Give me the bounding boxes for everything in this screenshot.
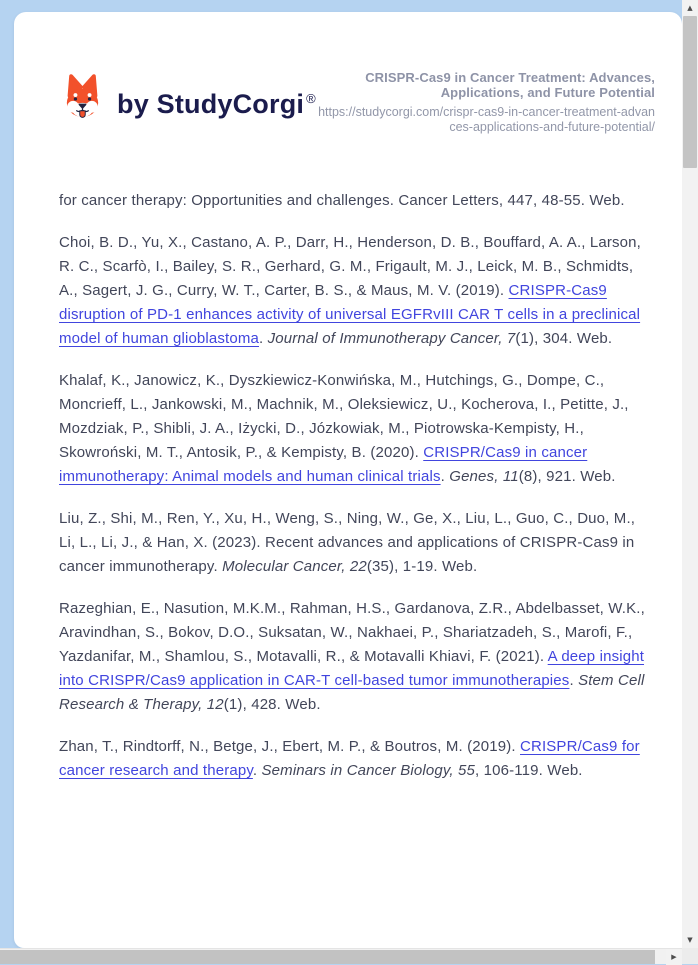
references-list [59, 189, 655, 783]
brand-wordmark [117, 75, 316, 120]
reference-text: (1), 304. Web. [515, 330, 613, 347]
journal-name: Seminars in Cancer Biology, 55 [261, 762, 476, 779]
reference-paragraph [59, 189, 655, 213]
document-title: CRISPR-Cas9 in Cancer Treatment: Advances, Applications, and Future Potential [365, 70, 655, 100]
reference-text: (8), 921. Web. [518, 468, 616, 485]
reference-text: (1), 428. Web. [223, 696, 321, 713]
document-url[interactable]: https://studycorgi.com/crispr-cas9-in-cancer-treatment-advances-applications-and-future-potential/ [318, 105, 655, 134]
reference-text: Zhan, T., Rindtorff, N., Betge, J., Ebert, M. P., & Boutros, M. (2019). [59, 738, 520, 755]
journal-name: Stem Cell Research & Therapy, 12 [59, 672, 645, 713]
reference-paragraph [59, 597, 655, 717]
studycorgi-corgi-logo-icon [59, 66, 106, 128]
journal-name: Journal of Immunotherapy Cancer, 7 [267, 330, 516, 347]
reference-paragraph [59, 369, 655, 489]
reference-link[interactable]: A deep insight into CRISPR/Cas9 application in CAR-T cell-based tumor immunotherapies [59, 648, 645, 689]
reference-text: , 106-119. Web. [475, 762, 583, 779]
reference-link[interactable]: CRISPR/Cas9 in cancer immunotherapy: Animal models and human clinical trials [59, 444, 588, 485]
horizontal-scroll-thumb[interactable] [0, 950, 655, 964]
vertical-scroll-thumb[interactable] [683, 16, 697, 168]
reference-text: . [440, 468, 450, 485]
journal-name: Molecular Cancer, 22 [222, 558, 367, 575]
reference-text: . [259, 330, 268, 347]
reference-paragraph [59, 735, 655, 783]
journal-name: Genes, 11 [449, 468, 519, 485]
scroll-right-arrow-icon[interactable]: ▶ [666, 949, 682, 965]
scrollbar-corner [682, 948, 698, 964]
reference-text: (35), 1-19. Web. [366, 558, 478, 575]
reference-paragraph [59, 231, 655, 351]
scroll-down-arrow-icon[interactable]: ▼ [682, 932, 698, 948]
registered-trademark-symbol: ® [306, 90, 316, 106]
reference-text: . [569, 672, 579, 689]
reference-paragraph [59, 507, 655, 579]
reference-text: for cancer therapy: Opportunities and challenges. Cancer Letters, 447, 48-55. Web. [59, 192, 625, 209]
document-card [14, 12, 682, 948]
reference-text: Liu, Z., Shi, M., Ren, Y., Xu, H., Weng, S., Ning, W., Ge, X., Liu, L., Guo, C., Duo, M., Li, L., Li, J., & Han, X. (2023). Recent advances and applications of CRISPR-Cas9 in cancer immunotherapy. [59, 510, 636, 575]
reference-link[interactable]: CRISPR/Cas9 for cancer research and therapy [59, 738, 640, 779]
document-meta [316, 66, 655, 135]
reference-text: Khalaf, K., Janowicz, K., Dyszkiewicz-Konwińska, M., Hutchings, G., Dompe, C., Moncrieff, L., Jankowski, M., Machnik, M., Oleksiewicz, U., Kocherova, I., Petitte, J., Mozdziak, P., Shibli, J. A., Iżycki, D., Józkowiak, M., Piotrowska-Kempisty, H., Skowroński, M. T., Antosik, P., & Kempisty, B. (2020). [59, 372, 629, 461]
horizontal-scrollbar[interactable] [0, 948, 682, 964]
scroll-up-arrow-icon[interactable]: ▲ [682, 0, 698, 16]
reference-text: Razeghian, E., Nasution, M.K.M., Rahman, H.S., Gardanova, Z.R., Abdelbasset, W.K., Aravindhan, S., Bokov, D.O., Suksatan, W., Nakhaei, P., Shariatzadeh, S., Marofi, F., Yazdanifar, M., Shamlou, S., Motavalli, R., & Motavalli Khiavi, F. (2021). [59, 600, 645, 665]
reference-link[interactable]: CRISPR-Cas9 disruption of PD-1 enhances activity of universal EGFRvIII CAR T cells in a preclinical model of human glioblastoma [59, 282, 641, 347]
vertical-scrollbar[interactable] [682, 0, 698, 948]
brand [59, 66, 316, 128]
reference-text: . [252, 762, 262, 779]
brand-name: by StudyCorgi [117, 88, 305, 119]
reference-text: Choi, B. D., Yu, X., Castano, A. P., Darr, H., Henderson, D. B., Bouffard, A. A., Larson, R. C., Scarfò, I., Bailey, S. R., Gerhard, G. M., Frigault, M. J., Leick, M. B., Schmidts, A., Sagert, J. G., Curry, W. T., Carter, B. S., & Maus, M. V. (2019). [59, 234, 641, 299]
document-header [59, 66, 655, 135]
